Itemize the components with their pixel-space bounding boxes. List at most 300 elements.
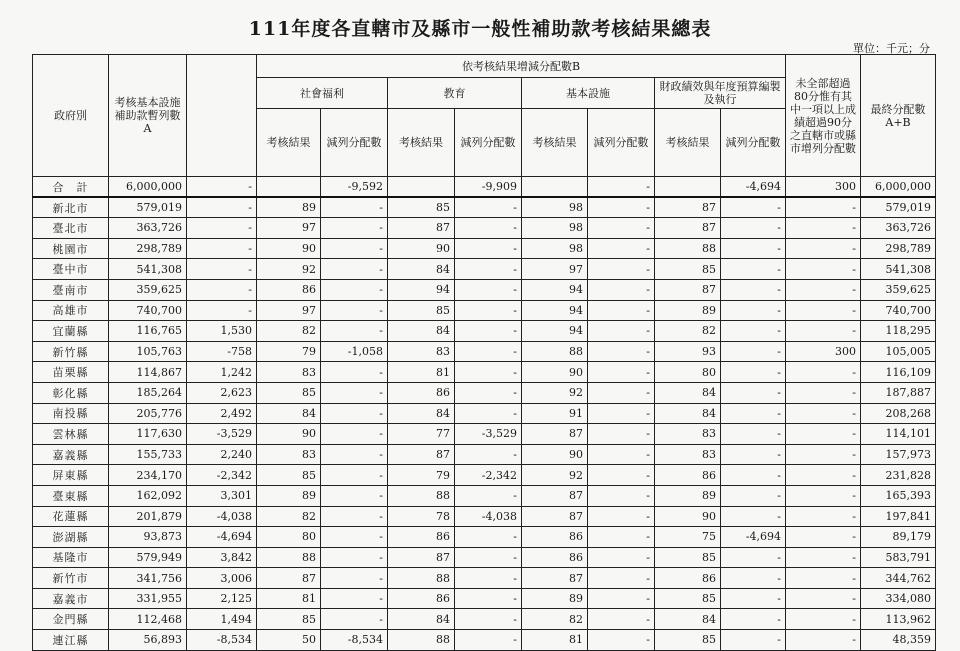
welfare-reduce: - [321, 218, 388, 239]
welfare-reduce: - [321, 259, 388, 280]
below80-amount: - [786, 403, 861, 424]
final-amount: 359,625 [861, 279, 936, 300]
infra-score: 87 [522, 568, 588, 589]
header-fiscal: 財政績效與年度預算編製及執行 [655, 78, 786, 109]
below80-amount: - [786, 218, 861, 239]
below80-amount: - [786, 197, 861, 218]
base-amount: 93,873 [109, 527, 187, 548]
welfare-score: 86 [257, 279, 321, 300]
welfare-reduce: - [321, 197, 388, 218]
header-reduce: 減列分配數 [721, 109, 786, 177]
education-reduce: - [455, 238, 522, 259]
adjust-amount: -8,534 [187, 630, 257, 651]
fiscal-reduce: - [721, 300, 786, 321]
infra-score: 92 [522, 382, 588, 403]
table-row [33, 238, 936, 259]
fiscal-score: 80 [655, 362, 721, 383]
education-reduce: - [455, 527, 522, 548]
base-amount: 116,765 [109, 321, 187, 342]
education-score: 81 [388, 362, 455, 383]
gov-name: 連江縣 [33, 630, 109, 651]
adjust-amount: 2,492 [187, 403, 257, 424]
fiscal-reduce: - [721, 218, 786, 239]
fiscal-score: 82 [655, 321, 721, 342]
welfare-score: 83 [257, 362, 321, 383]
infra-reduce: - [588, 424, 655, 445]
adjust-amount: 2,125 [187, 588, 257, 609]
education-reduce: -9,909 [455, 177, 522, 198]
base-amount: 155,733 [109, 444, 187, 465]
table-row [33, 279, 936, 300]
below80-amount: - [786, 568, 861, 589]
header-infrastructure: 基本設施 [522, 78, 655, 109]
education-reduce: - [455, 382, 522, 403]
welfare-score: 79 [257, 341, 321, 362]
welfare-score: 85 [257, 465, 321, 486]
adjust-amount: 3,301 [187, 485, 257, 506]
base-amount: 359,625 [109, 279, 187, 300]
fiscal-score: 88 [655, 238, 721, 259]
fiscal-reduce: - [721, 382, 786, 403]
education-score: 84 [388, 609, 455, 630]
base-amount: 298,789 [109, 238, 187, 259]
final-amount: 105,005 [861, 341, 936, 362]
welfare-score [257, 177, 321, 198]
welfare-reduce: - [321, 465, 388, 486]
welfare-score: 85 [257, 609, 321, 630]
header-blank [187, 55, 257, 177]
welfare-score: 84 [257, 403, 321, 424]
gov-name: 桃園市 [33, 238, 109, 259]
adjust-amount: -3,529 [187, 424, 257, 445]
welfare-score: 81 [257, 588, 321, 609]
final-amount: 334,080 [861, 588, 936, 609]
fiscal-reduce: - [721, 362, 786, 383]
welfare-reduce: - [321, 485, 388, 506]
adjust-amount: - [187, 259, 257, 280]
final-amount: 116,109 [861, 362, 936, 383]
infra-score: 88 [522, 341, 588, 362]
final-amount: 197,841 [861, 506, 936, 527]
final-amount: 583,791 [861, 547, 936, 568]
infra-score: 87 [522, 424, 588, 445]
final-amount: 231,828 [861, 465, 936, 486]
education-reduce: - [455, 485, 522, 506]
fiscal-reduce: - [721, 609, 786, 630]
welfare-reduce: - [321, 403, 388, 424]
final-amount: 579,019 [861, 197, 936, 218]
welfare-reduce: - [321, 362, 388, 383]
final-amount: 6,000,000 [861, 177, 936, 198]
welfare-score: 80 [257, 527, 321, 548]
fiscal-reduce: -4,694 [721, 177, 786, 198]
welfare-score: 88 [257, 547, 321, 568]
final-amount: 344,762 [861, 568, 936, 589]
infra-reduce: - [588, 197, 655, 218]
adjust-amount: 3,006 [187, 568, 257, 589]
adjust-amount: -2,342 [187, 465, 257, 486]
table-row [33, 465, 936, 486]
fiscal-score: 85 [655, 630, 721, 651]
welfare-score: 87 [257, 568, 321, 589]
fiscal-score: 84 [655, 382, 721, 403]
header-below80: 未全部超過80分惟有其中一項以上成績超過90分之直轄市或縣市增列分配數 [786, 55, 861, 177]
welfare-reduce: - [321, 588, 388, 609]
page-title: 111年度各直轄市及縣市一般性補助款考核結果總表 [248, 18, 712, 40]
gov-name: 澎湖縣 [33, 527, 109, 548]
table-row [33, 609, 936, 630]
table-row [33, 341, 936, 362]
adjust-amount: - [187, 300, 257, 321]
header-reduce: 減列分配數 [588, 109, 655, 177]
fiscal-reduce: - [721, 279, 786, 300]
base-amount: 185,264 [109, 382, 187, 403]
infra-score: 89 [522, 588, 588, 609]
gov-name: 雲林縣 [33, 424, 109, 445]
table-body [33, 177, 936, 651]
base-amount: 6,000,000 [109, 177, 187, 198]
infra-score: 98 [522, 238, 588, 259]
gov-name: 臺東縣 [33, 485, 109, 506]
infra-score: 94 [522, 300, 588, 321]
infra-score: 87 [522, 485, 588, 506]
fiscal-reduce: - [721, 485, 786, 506]
education-reduce: - [455, 630, 522, 651]
infra-reduce: - [588, 609, 655, 630]
fiscal-reduce: - [721, 259, 786, 280]
welfare-score: 90 [257, 424, 321, 445]
fiscal-reduce: - [721, 465, 786, 486]
below80-amount: - [786, 238, 861, 259]
base-amount: 114,867 [109, 362, 187, 383]
fiscal-score: 86 [655, 465, 721, 486]
welfare-reduce: - [321, 321, 388, 342]
fiscal-reduce: - [721, 568, 786, 589]
fiscal-score: 86 [655, 568, 721, 589]
education-score: 86 [388, 588, 455, 609]
welfare-score: 89 [257, 197, 321, 218]
below80-amount: - [786, 588, 861, 609]
education-score: 77 [388, 424, 455, 445]
final-amount: 114,101 [861, 424, 936, 445]
below80-amount: - [786, 444, 861, 465]
education-score: 88 [388, 630, 455, 651]
fiscal-score: 75 [655, 527, 721, 548]
adjust-amount: -758 [187, 341, 257, 362]
infra-reduce: - [588, 465, 655, 486]
welfare-reduce: - [321, 279, 388, 300]
infra-reduce: - [588, 485, 655, 506]
fiscal-reduce: - [721, 197, 786, 218]
fiscal-reduce: - [721, 321, 786, 342]
infra-score: 92 [522, 465, 588, 486]
fiscal-score: 87 [655, 197, 721, 218]
below80-amount: - [786, 465, 861, 486]
welfare-score: 89 [257, 485, 321, 506]
fiscal-reduce: - [721, 547, 786, 568]
education-score: 94 [388, 279, 455, 300]
fiscal-reduce: - [721, 238, 786, 259]
education-reduce: - [455, 588, 522, 609]
welfare-score: 82 [257, 506, 321, 527]
infra-reduce: - [588, 588, 655, 609]
header-final: 最終分配數A+B [861, 55, 936, 177]
gov-name: 新竹市 [33, 568, 109, 589]
header-welfare: 社會福利 [257, 78, 388, 109]
below80-amount: - [786, 300, 861, 321]
education-score: 85 [388, 197, 455, 218]
education-score: 85 [388, 300, 455, 321]
gov-name: 金門縣 [33, 609, 109, 630]
below80-amount: - [786, 506, 861, 527]
fiscal-score: 85 [655, 547, 721, 568]
welfare-score: 97 [257, 218, 321, 239]
education-reduce: - [455, 259, 522, 280]
infra-reduce: - [588, 630, 655, 651]
infra-score: 82 [522, 609, 588, 630]
education-score: 88 [388, 485, 455, 506]
welfare-score: 83 [257, 444, 321, 465]
below80-amount: - [786, 259, 861, 280]
header-group: 依考核結果增減分配數B [257, 55, 786, 78]
infra-score: 90 [522, 362, 588, 383]
infra-reduce: - [588, 527, 655, 548]
infra-score: 98 [522, 197, 588, 218]
final-amount: 89,179 [861, 527, 936, 548]
education-score: 79 [388, 465, 455, 486]
education-score: 87 [388, 218, 455, 239]
education-score: 86 [388, 527, 455, 548]
infra-reduce: - [588, 259, 655, 280]
infra-score: 94 [522, 321, 588, 342]
adjust-amount: - [187, 279, 257, 300]
final-amount: 157,973 [861, 444, 936, 465]
gov-name: 嘉義縣 [33, 444, 109, 465]
base-amount: 162,092 [109, 485, 187, 506]
table-row [33, 444, 936, 465]
table-row [33, 547, 936, 568]
adjust-amount: 1,242 [187, 362, 257, 383]
table-row [33, 527, 936, 548]
final-amount: 118,295 [861, 321, 936, 342]
base-amount: 579,019 [109, 197, 187, 218]
final-amount: 48,359 [861, 630, 936, 651]
education-score: 88 [388, 568, 455, 589]
adjust-amount: 2,623 [187, 382, 257, 403]
table-row [33, 403, 936, 424]
table-row [33, 424, 936, 445]
adjust-amount: -4,694 [187, 527, 257, 548]
final-amount: 740,700 [861, 300, 936, 321]
welfare-reduce: - [321, 424, 388, 445]
base-amount: 579,949 [109, 547, 187, 568]
infra-reduce: - [588, 568, 655, 589]
gov-name: 花蓮縣 [33, 506, 109, 527]
welfare-score: 90 [257, 238, 321, 259]
education-reduce: - [455, 609, 522, 630]
gov-name: 彰化縣 [33, 382, 109, 403]
education-score: 87 [388, 444, 455, 465]
adjust-amount: - [187, 197, 257, 218]
below80-amount: - [786, 609, 861, 630]
infra-reduce: - [588, 382, 655, 403]
welfare-reduce: - [321, 547, 388, 568]
education-score [388, 177, 455, 198]
adjust-amount: - [187, 238, 257, 259]
education-score: 84 [388, 403, 455, 424]
header-score: 考核結果 [655, 109, 721, 177]
fiscal-reduce: - [721, 424, 786, 445]
gov-name: 合 計 [33, 177, 109, 198]
base-amount: 112,468 [109, 609, 187, 630]
education-reduce: -2,342 [455, 465, 522, 486]
unit-note: 單位：千元；分 [853, 42, 930, 55]
infra-reduce: - [588, 444, 655, 465]
fiscal-score: 85 [655, 588, 721, 609]
infra-reduce: - [588, 341, 655, 362]
welfare-reduce: - [321, 506, 388, 527]
education-reduce: - [455, 444, 522, 465]
infra-score: 87 [522, 506, 588, 527]
below80-amount: - [786, 547, 861, 568]
below80-amount: - [786, 279, 861, 300]
infra-reduce: - [588, 506, 655, 527]
infra-reduce: - [588, 300, 655, 321]
adjust-amount: 2,240 [187, 444, 257, 465]
fiscal-reduce: - [721, 588, 786, 609]
gov-name: 苗栗縣 [33, 362, 109, 383]
welfare-score: 97 [257, 300, 321, 321]
gov-name: 嘉義市 [33, 588, 109, 609]
gov-name: 臺北市 [33, 218, 109, 239]
welfare-reduce: - [321, 444, 388, 465]
welfare-score: 85 [257, 382, 321, 403]
fiscal-score: 93 [655, 341, 721, 362]
table-row [33, 588, 936, 609]
education-reduce: - [455, 341, 522, 362]
infra-reduce: - [588, 403, 655, 424]
adjust-amount: 1,530 [187, 321, 257, 342]
final-amount: 363,726 [861, 218, 936, 239]
gov-name: 新竹縣 [33, 341, 109, 362]
gov-name: 新北市 [33, 197, 109, 218]
table-row [33, 506, 936, 527]
final-amount: 113,962 [861, 609, 936, 630]
fiscal-reduce: - [721, 506, 786, 527]
gov-name: 高雄市 [33, 300, 109, 321]
welfare-reduce: - [321, 238, 388, 259]
below80-amount: - [786, 382, 861, 403]
table-row [33, 321, 936, 342]
table-row [33, 218, 936, 239]
welfare-score: 92 [257, 259, 321, 280]
infra-score: 86 [522, 527, 588, 548]
education-reduce: - [455, 321, 522, 342]
table-row [33, 630, 936, 651]
welfare-score: 50 [257, 630, 321, 651]
adjust-amount: 3,842 [187, 547, 257, 568]
infra-score: 90 [522, 444, 588, 465]
base-amount: 363,726 [109, 218, 187, 239]
table-row [33, 259, 936, 280]
infra-reduce: - [588, 279, 655, 300]
infra-reduce: - [588, 547, 655, 568]
gov-name: 南投縣 [33, 403, 109, 424]
education-score: 90 [388, 238, 455, 259]
infra-score: 81 [522, 630, 588, 651]
base-amount: 201,879 [109, 506, 187, 527]
fiscal-score [655, 177, 721, 198]
final-amount: 187,887 [861, 382, 936, 403]
base-amount: 234,170 [109, 465, 187, 486]
infra-score: 86 [522, 547, 588, 568]
below80-amount: 300 [786, 341, 861, 362]
fiscal-score: 83 [655, 424, 721, 445]
assessment-table [32, 54, 936, 651]
adjust-amount: 1,494 [187, 609, 257, 630]
adjust-amount: -4,038 [187, 506, 257, 527]
infra-reduce: - [588, 238, 655, 259]
infra-reduce: - [588, 218, 655, 239]
education-reduce: - [455, 403, 522, 424]
header-reduce: 減列分配數 [321, 109, 388, 177]
header-score: 考核結果 [257, 109, 321, 177]
fiscal-reduce: -4,694 [721, 527, 786, 548]
table-row [33, 300, 936, 321]
fiscal-reduce: - [721, 630, 786, 651]
final-amount: 165,393 [861, 485, 936, 506]
fiscal-score: 89 [655, 485, 721, 506]
fiscal-score: 89 [655, 300, 721, 321]
below80-amount: - [786, 485, 861, 506]
fiscal-score: 87 [655, 218, 721, 239]
gov-name: 臺中市 [33, 259, 109, 280]
fiscal-score: 83 [655, 444, 721, 465]
fiscal-reduce: - [721, 341, 786, 362]
education-reduce: - [455, 279, 522, 300]
infra-reduce: - [588, 177, 655, 198]
education-reduce: - [455, 547, 522, 568]
infra-score: 97 [522, 259, 588, 280]
table-row [33, 197, 936, 218]
welfare-reduce: - [321, 382, 388, 403]
education-score: 78 [388, 506, 455, 527]
infra-reduce: - [588, 321, 655, 342]
below80-amount: - [786, 362, 861, 383]
education-reduce: - [455, 362, 522, 383]
education-score: 87 [388, 547, 455, 568]
base-amount: 56,893 [109, 630, 187, 651]
adjust-amount: - [187, 218, 257, 239]
infra-reduce: - [588, 362, 655, 383]
header-gov: 政府別 [33, 55, 109, 177]
gov-name: 宜蘭縣 [33, 321, 109, 342]
education-score: 83 [388, 341, 455, 362]
table-row [33, 485, 936, 506]
education-reduce: - [455, 300, 522, 321]
below80-amount: - [786, 630, 861, 651]
welfare-reduce: - [321, 568, 388, 589]
education-reduce: - [455, 197, 522, 218]
gov-name: 屏東縣 [33, 465, 109, 486]
fiscal-reduce: - [721, 444, 786, 465]
header-education: 教育 [388, 78, 522, 109]
education-reduce: -4,038 [455, 506, 522, 527]
base-amount: 541,308 [109, 259, 187, 280]
fiscal-score: 84 [655, 403, 721, 424]
infra-score: 98 [522, 218, 588, 239]
below80-amount: - [786, 527, 861, 548]
